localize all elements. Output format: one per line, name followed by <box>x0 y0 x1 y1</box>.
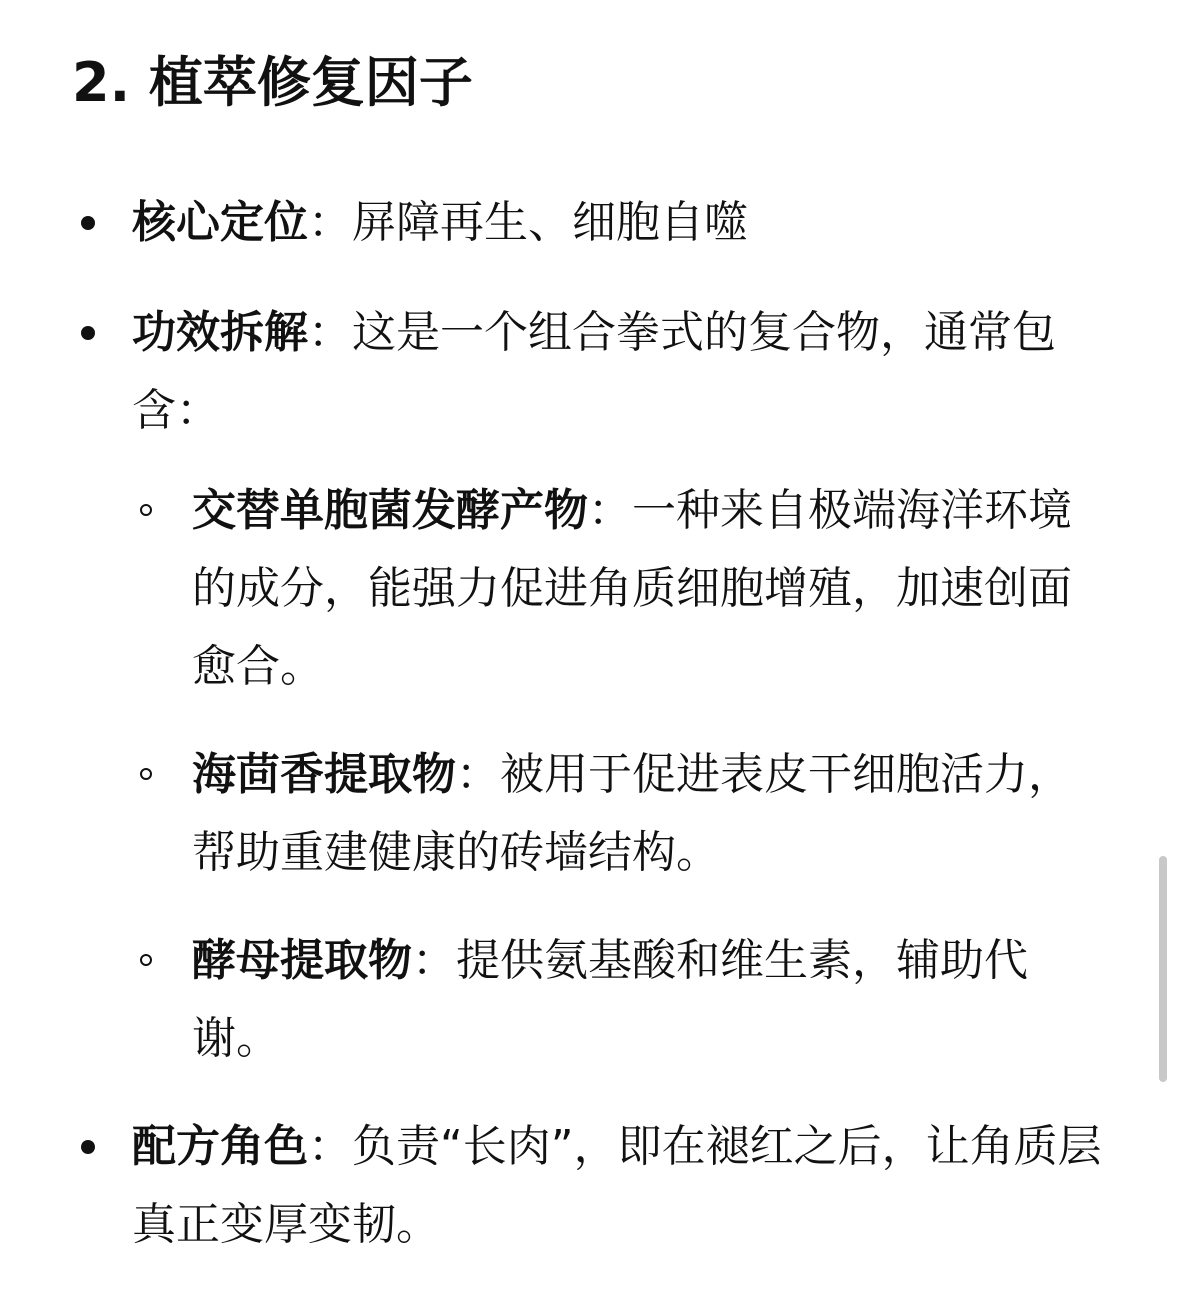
sub-item-text: 一种来自极端海洋环境的成分，能强力促进角质细胞增殖，加速创面愈合。 <box>192 485 1072 692</box>
item-text: 屏障再生、细胞自噬 <box>352 197 748 248</box>
item-label: 功效拆解 <box>132 307 308 358</box>
item-text: 负责“长肉”，即在褪红之后，让角质层真正变厚变韧。 <box>132 1121 1102 1250</box>
bullet-dot-icon <box>81 326 95 340</box>
list-item-formula-role <box>132 1108 1112 1264</box>
sub-item-label: 海茴香提取物 <box>192 749 456 800</box>
list-item-core-position <box>132 184 1112 262</box>
item-label: 核心定位 <box>132 197 308 248</box>
sub-list-item-sea-fennel-extract <box>192 736 1112 892</box>
sub-item-label: 酵母提取物 <box>192 935 412 986</box>
section-heading: 2. 植萃修复因子 <box>72 51 473 114</box>
item-label: 配方角色 <box>132 1121 308 1172</box>
bullet-circle-icon <box>140 504 152 516</box>
sub-item-text: 被用于促进表皮干细胞活力，帮助重建健康的砖墙结构。 <box>192 749 1072 878</box>
bullet-circle-icon <box>140 768 152 780</box>
vertical-scrollbar[interactable] <box>1159 856 1167 1082</box>
sub-item-separator: ： <box>588 485 632 536</box>
bullet-dot-icon <box>81 216 95 230</box>
bullet-circle-icon <box>140 954 152 966</box>
sub-list-item-alteromonas-ferment <box>192 472 1112 706</box>
item-separator: ： <box>308 307 352 358</box>
sub-list-item-yeast-extract <box>192 922 1112 1078</box>
sub-item-text: 提供氨基酸和维生素，辅助代谢。 <box>192 935 1028 1064</box>
sub-item-separator: ： <box>456 749 500 800</box>
sub-item-label: 交替单胞菌发酵产物 <box>192 485 588 536</box>
sub-item-separator: ： <box>412 935 456 986</box>
item-separator: ： <box>308 197 352 248</box>
bullet-dot-icon <box>81 1140 95 1154</box>
list-item-efficacy-breakdown <box>132 294 1112 450</box>
item-separator: ： <box>308 1121 352 1172</box>
item-text: 这是一个组合拳式的复合物，通常包含： <box>132 307 1056 436</box>
